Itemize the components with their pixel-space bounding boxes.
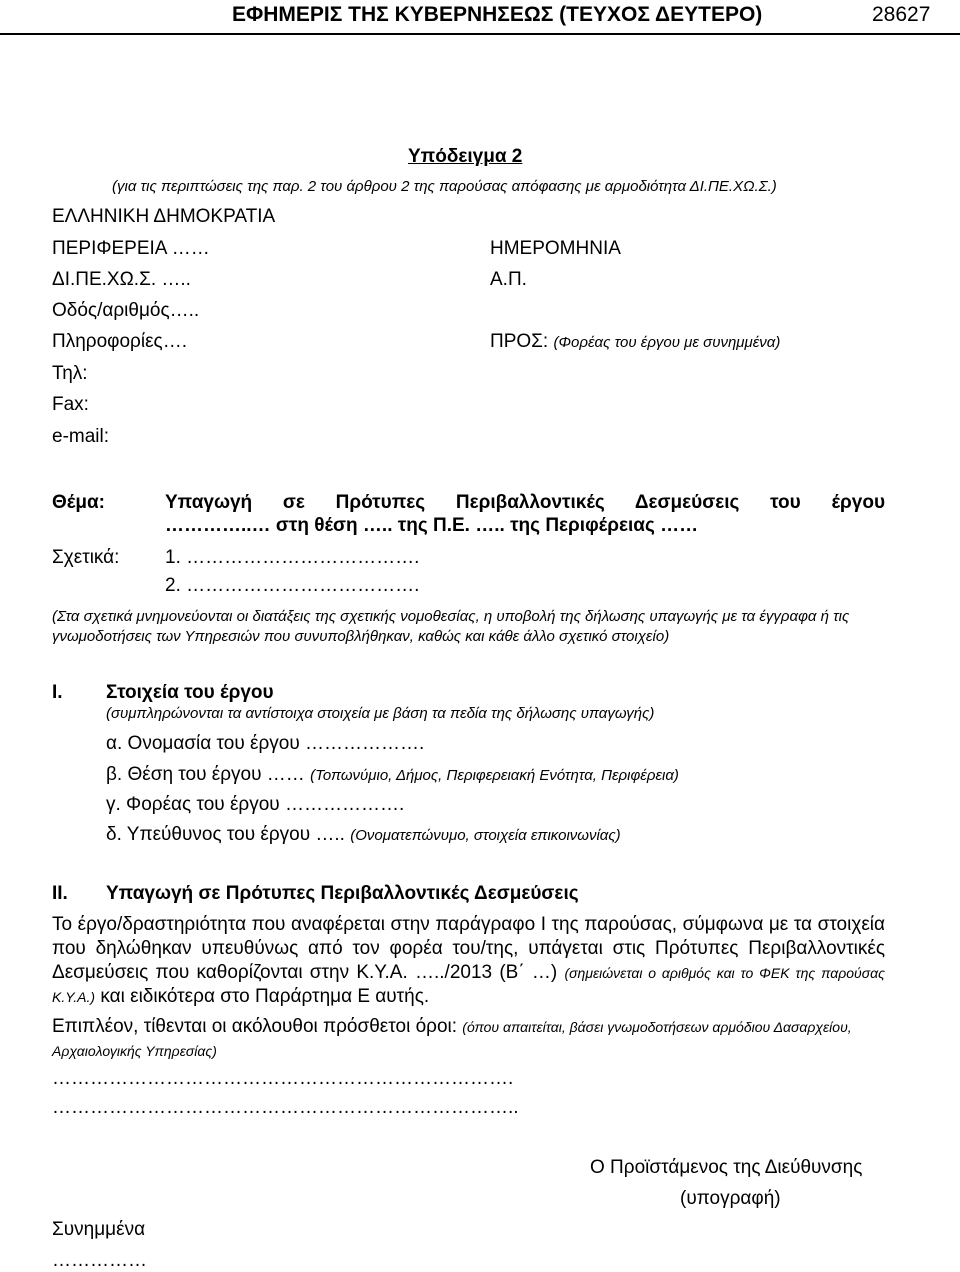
project-location-note: (Τοπωνύμιο, Δήμος, Περιφερειακή Ενότητα, Περιφέρεια) [310,767,679,784]
recipient-line [490,331,780,353]
header-divider [0,33,960,35]
signatory-title: Ο Προϊστάμενος της Διεύθυνσης [590,1157,863,1178]
project-responsible-note: (Ονοματεπώνυμο, στοιχεία επικοινωνίας) [350,827,621,844]
to-note: (Φορέας του έργου με συνημμένα) [553,334,781,351]
paragraph-1-note: (σημειώνεται ο αριθμός και το ΦΕΚ της παρούσας Κ.Υ.Α.) [52,965,885,1005]
additional-terms-line-1: ………………………………………………………………. [52,1068,514,1089]
protocol-number-label: Α.Π. [490,269,527,290]
paragraph-2-note: (όπου απαιτείται, βάσει γνωμοδοτήσεων αρμόδιου Δασαρχείου, Αρχαιολογικής Υπηρεσίας) [52,1019,852,1059]
section-2-paragraph-2 [52,1015,885,1063]
page-header [0,0,960,34]
section-1-heading: Στοιχεία του έργου [106,682,274,703]
signature-placeholder: (υπογραφή) [680,1188,781,1209]
sender-line-4: Οδός/αριθμός….. [52,300,200,321]
related-item-1: 1. ………………………………. [165,547,420,568]
project-owner-field: γ. Φορέας του έργου ………………. [106,794,405,815]
date-label: ΗΜΕΡΟΜΗΝΙΑ [490,238,621,259]
section-2-number: ΙΙ. [52,883,68,904]
subject-label: Θέμα: [52,492,105,513]
project-location-field [106,764,679,786]
additional-terms-line-2: ……………………………………………………………….. [52,1097,519,1118]
section-2-heading: Υπαγωγή σε Πρότυπες Περιβαλλοντικές Δεσμεύσεις [106,883,579,904]
attachments-list: …………… [52,1250,147,1271]
sender-email: e-mail: [52,426,110,447]
sender-line-1: ΕΛΛΗΝΙΚΗ ΔΗΜΟΚΡΑΤΙΑ [52,206,276,227]
paragraph-2-text: Επιπλέον, τίθενται οι ακόλουθοι πρόσθετοι όροι: [52,1016,458,1037]
subject-line-2: …………..… στη θέση ….. της Π.Ε. ….. της Περιφέρειας …… [165,515,699,536]
project-responsible-label: δ. Υπεύθυνος του έργου ….. [106,824,345,845]
page-number: 28627 [872,3,931,26]
paragraph-1-text: Το έργο/δραστηριότητα που αναφέρεται στην παράγραφο Ι της παρούσας, σύμφωνα με τα στοιχεία που δηλώθηκαν υπευθύνως από τον φορέα του/της, υπάγεται στις Πρότυπες Περιβαλλοντικές Δεσμεύσεις που καθορίζονται στην Κ.Υ.Α. …../2013 (Β΄ …) [52,914,885,983]
section-1-note: (συμπληρώνονται τα αντίστοιχα στοιχεία με βάση τα πεδία της δήλωσης υπαγωγής) [106,705,655,722]
project-name-field: α. Ονομασία του έργου ………………. [106,733,425,754]
sender-line-3: ΔΙ.ΠΕ.ΧΩ.Σ. ….. [52,269,191,290]
gazette-title: ΕΦΗΜΕΡΙΣ ΤΗΣ ΚΥΒΕΡΝΗΣΕΩΣ (ΤΕΥΧΟΣ ΔΕΥΤΕΡΟ) [232,3,763,26]
section-2-paragraph-1 [52,913,885,1009]
sender-fax: Fax: [52,394,89,415]
related-label: Σχετικά: [52,547,120,568]
document-title: Υπόδειγμα 2 [408,146,523,167]
document-subtitle: (για τις περιπτώσεις της παρ. 2 του άρθρου 2 της παρούσας απόφασης με αρμοδιότητα ΔΙ.ΠΕ.ΧΩ.Σ.) [112,178,777,195]
paragraph-1-annex: και ειδικότερα στο Παράρτημα Ε αυτής. [100,986,430,1007]
section-1-number: Ι. [52,682,63,703]
attachments-label: Συνημμένα [52,1219,146,1240]
project-responsible-field [106,824,621,846]
related-note: (Στα σχετικά μνημονεύονται οι διατάξεις της σχετικής νομοθεσίας, η υποβολή της δήλωσης υπαγωγής με τα έγγραφα ή τις γνωμοδοτήσεις των Υπηρεσιών που συνυποβλήθηκαν, καθώς και κάθε άλλο σχετικό στοιχείο) [52,608,850,645]
project-location-label: β. Θέση του έργου …… [106,764,305,785]
sender-line-2: ΠΕΡΙΦΕΡΕΙΑ …… [52,238,210,259]
sender-line-5: Πληροφορίες…. [52,331,187,352]
to-label: ΠΡΟΣ: [490,331,549,352]
sender-phone: Τηλ: [52,363,88,384]
subject-line-1: Υπαγωγή σε Πρότυπες Περιβαλλοντικές Δεσμεύσεις του έργου [165,492,885,513]
related-item-2: 2. ………………………………. [165,575,420,596]
